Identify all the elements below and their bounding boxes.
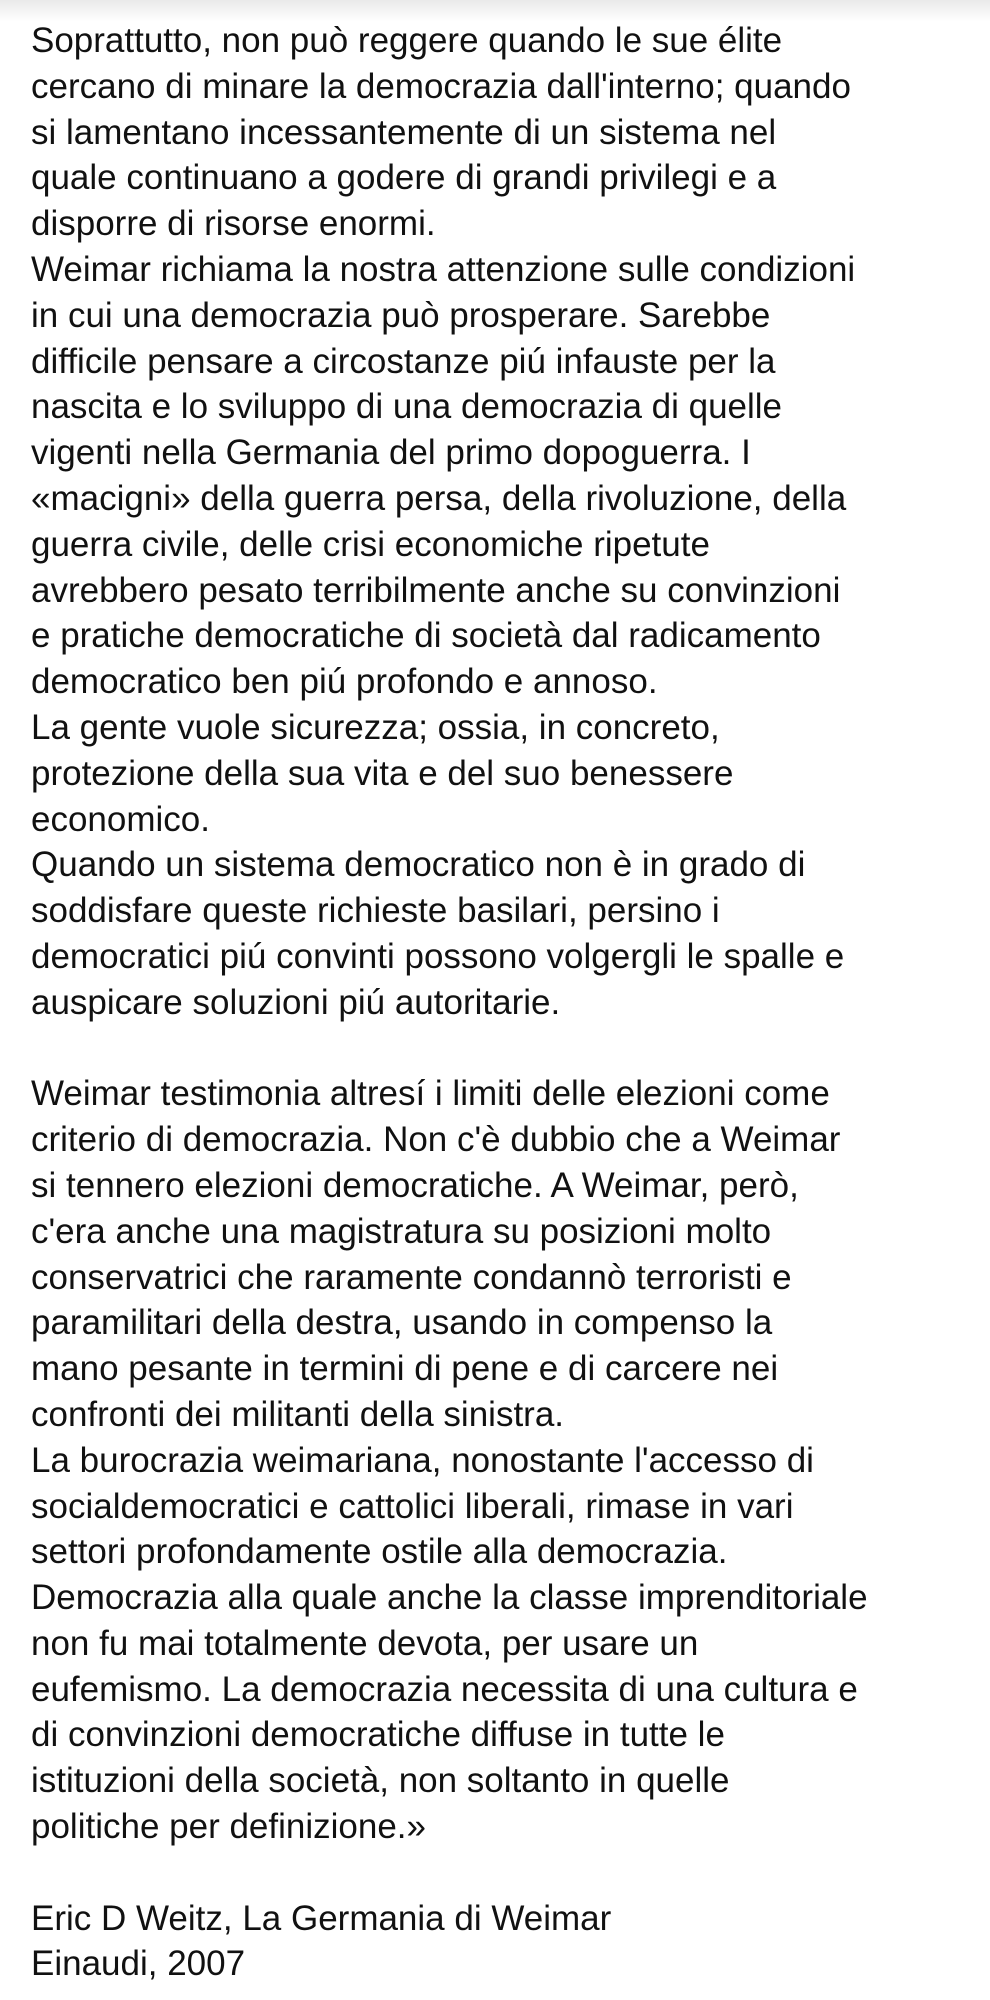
paragraph-spacer [31,1850,981,1896]
text-line: economico. [31,799,210,839]
text-line: difficile pensare a circostanze piú infauste per la [31,341,776,381]
text-line: socialdemocratici e cattolici liberali, rimase in vari [31,1486,794,1526]
text-line: paramilitari della destra, usando in compenso la [31,1303,773,1343]
text-line: «macigni» della guerra persa, della rivoluzione, della [31,478,847,518]
text-line: disporre di risorse enormi. [31,204,436,244]
post-text-body [31,18,981,1987]
text-line: vigenti nella Germania del primo dopoguerra. I [31,433,751,473]
text-line: Weimar richiama la nostra attenzione sulle condizioni [31,249,856,289]
text-line: non fu mai totalmente devota, per usare un [31,1623,699,1663]
text-line: si tennero elezioni democratiche. A Weimar, però, [31,1165,799,1205]
text-line: Einaudi, 2007 [31,1944,246,1984]
text-line: c'era anche una magistratura su posizioni molto [31,1211,772,1251]
text-line: di convinzioni democratiche diffuse in tutte le [31,1715,725,1755]
text-line: La burocrazia weimariana, nonostante l'accesso di [31,1440,814,1480]
text-line: settori profondamente ostile alla democrazia. [31,1532,728,1572]
text-line: Quando un sistema democratico non è in grado di [31,845,806,885]
text-line: mano pesante in termini di pene e di carcere nei [31,1349,779,1389]
text-line: soddisfare queste richieste basilari, persino i [31,891,720,931]
text-line: Weimar testimonia altresí i limiti delle elezioni come [31,1074,830,1114]
text-line: si lamentano incessantemente di un sistema nel [31,112,777,152]
text-line: nascita e lo sviluppo di una democrazia di quelle [31,387,783,427]
text-line: e pratiche democratiche di società dal radicamento [31,616,821,656]
text-line: confronti dei militanti della sinistra. [31,1394,565,1434]
text-line: conservatrici che raramente condannò terroristi e [31,1257,792,1297]
text-line: eufemismo. La democrazia necessita di una cultura e [31,1669,858,1709]
text-line: istituzioni della società, non soltanto in quelle [31,1761,730,1801]
text-line: criterio di democrazia. Non c'è dubbio che a Weimar [31,1120,841,1160]
text-line: Eric D Weitz, La Germania di Weimar [31,1898,612,1938]
text-line: Soprattutto, non può reggere quando le sue élite [31,21,783,60]
paragraph-spacer [31,1026,981,1072]
text-line: democratico ben piú profondo e annoso. [31,662,658,702]
text-line: La gente vuole sicurezza; ossia, in concreto, [31,707,720,747]
text-line: protezione della sua vita e del suo benessere [31,753,734,793]
text-line: Democrazia alla quale anche la classe imprenditoriale [31,1578,868,1618]
text-line: in cui una democrazia può prosperare. Sarebbe [31,295,771,335]
text-line: democratici piú convinti possono volgergli le spalle e [31,936,845,976]
text-line: auspicare soluzioni piú autoritarie. [31,982,561,1022]
text-line: politiche per definizione.» [31,1807,426,1847]
text-line: quale continuano a godere di grandi privilegi e a [31,158,777,198]
text-line: cercano di minare la democrazia dall'interno; quando [31,66,851,106]
text-line: guerra civile, delle crisi economiche ripetute [31,524,710,564]
text-line: avrebbero pesato terribilmente anche su convinzioni [31,570,841,610]
